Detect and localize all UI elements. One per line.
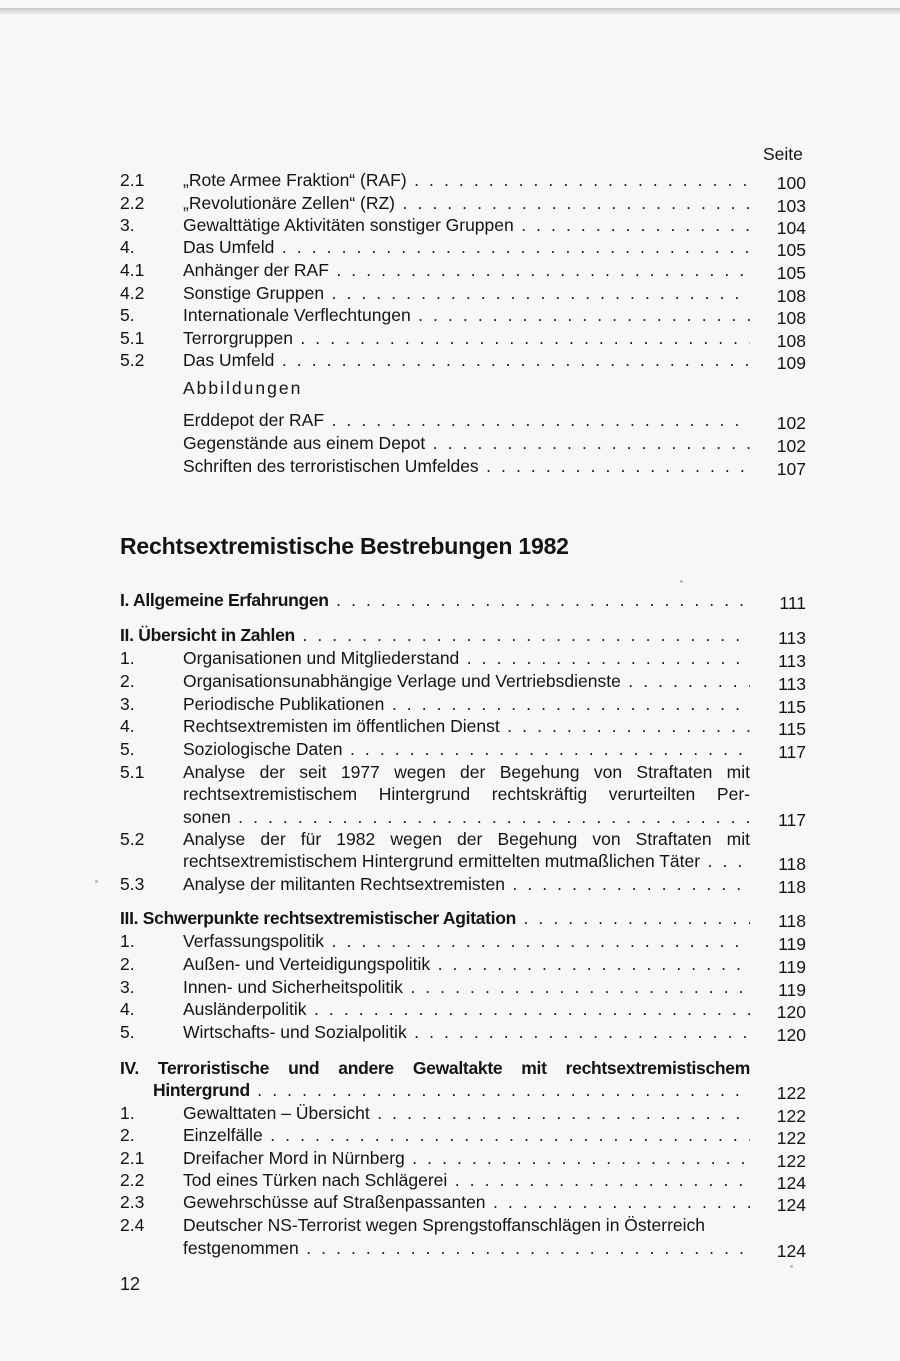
figure-title: Erddepot der RAF . . .	[183, 408, 750, 432]
figure-title: Gegenstände aus einem Depot . . .	[183, 431, 750, 455]
seite-column-header: Seite	[763, 144, 803, 164]
toc-entry[interactable]	[0, 1020, 900, 1044]
entry-page: 118	[778, 854, 806, 874]
entry-title: Organisationen und Mitgliederstand . . .	[183, 646, 750, 670]
entry-title: Das Umfeld . . .	[183, 348, 750, 372]
entry-title: Periodische Publikationen . . .	[183, 692, 750, 716]
entry-title: Tod eines Türken nach Schlägerei . . .	[183, 1168, 750, 1192]
entry-page: 103	[776, 196, 806, 216]
entry-page: 109	[776, 353, 806, 373]
entry-title: Das Umfeld . . .	[183, 235, 750, 259]
entry-page: 124	[776, 1241, 806, 1261]
entry-number: 2.3	[120, 1192, 145, 1212]
toc-entry[interactable]	[0, 737, 900, 761]
entry-number: 4.2	[120, 283, 145, 303]
entry-number: 2.	[120, 954, 135, 974]
entry-title: Gewehrschüsse auf Straßenpassanten . . .	[183, 1190, 750, 1214]
entry-title-line: Analyse der für 1982 wegen der Begehung von Straftaten mit	[183, 829, 750, 849]
page-number: 12	[120, 1274, 141, 1294]
entry-number: 3.	[120, 977, 135, 997]
section-title: Rechtsextremistische Bestrebungen 1982	[120, 533, 569, 559]
entry-title-line: rechtsextremistischem Hintergrund ermittelten mutmaßlichen Täter . . .	[183, 849, 750, 873]
entry-page: 119	[778, 934, 806, 954]
entry-number: 2.1	[120, 170, 145, 190]
entry-page: 124	[776, 1173, 806, 1193]
entry-number: 5.2	[120, 829, 145, 849]
entry-page: 124	[776, 1195, 806, 1215]
entry-title: Innen- und Sicherheitspolitik . . .	[183, 975, 750, 999]
figure-page: 102	[776, 436, 806, 456]
toc-entry[interactable]	[0, 213, 900, 237]
entry-number: 2.4	[120, 1215, 145, 1235]
toc-entry[interactable]	[0, 281, 900, 305]
figure-entry[interactable]	[0, 408, 900, 432]
entry-page: 119	[778, 980, 806, 1000]
toc-entry[interactable]	[0, 258, 900, 282]
entry-number: 2.	[120, 671, 135, 691]
toc-entry[interactable]	[0, 1123, 900, 1147]
entry-title: Analyse der militanten Rechtsextremisten . . .	[183, 872, 750, 896]
entry-title: Anhänger der RAF . . .	[183, 258, 750, 282]
toc-entry[interactable]	[0, 168, 900, 192]
entry-page: 105	[776, 240, 806, 260]
toc-entry[interactable]	[0, 1101, 900, 1125]
figure-title: Schriften des terroristischen Umfeldes . . .	[183, 454, 750, 478]
toc-entry[interactable]	[0, 646, 900, 670]
entry-number: 3.	[120, 694, 135, 714]
entry-title: Außen- und Verteidigungspolitik . . .	[183, 952, 750, 976]
entry-title: Verfassungspolitik . . .	[183, 929, 750, 953]
toc-entry-multiline[interactable]	[0, 1213, 900, 1237]
toc-entry[interactable]	[0, 952, 900, 976]
toc-entry-continuation[interactable]	[0, 849, 900, 873]
entry-page: 108	[776, 286, 806, 306]
abbildungen-heading: Abbildungen	[183, 378, 303, 398]
toc-entry[interactable]	[0, 1190, 900, 1214]
entry-title: Rechtsextremisten im öffentlichen Dienst . . .	[183, 714, 750, 738]
entry-page: 115	[778, 719, 806, 739]
entry-number: 4.1	[120, 260, 145, 280]
entry-title: Terrorgruppen . . .	[183, 326, 750, 350]
scan-speck	[95, 880, 98, 883]
entry-title: Gewalttätige Aktivitäten sonstiger Gruppen . . .	[183, 213, 750, 237]
entry-title: Wirtschafts- und Sozialpolitik . . .	[183, 1020, 750, 1044]
entry-page: 118	[778, 877, 806, 897]
scan-speck	[790, 1265, 793, 1268]
entry-title-line: rechtsextremistischem Hintergrund rechtskräftig verurteilten Per-	[183, 784, 750, 804]
entry-page: 115	[778, 697, 806, 717]
toc-entry[interactable]	[0, 929, 900, 953]
entry-number: 2.2	[120, 193, 145, 213]
entry-number: 5.	[120, 1022, 135, 1042]
entry-title: Internationale Verflechtungen . . .	[183, 303, 750, 327]
entry-title: Gewalttaten – Übersicht . . .	[183, 1101, 750, 1125]
entry-page: 108	[776, 331, 806, 351]
entry-title: Einzelfälle . . .	[183, 1123, 750, 1147]
entry-page: 104	[776, 218, 806, 238]
chapter-title-line: Hintergrund . . .	[153, 1078, 750, 1102]
toc-entry-continuation[interactable]	[0, 1236, 900, 1260]
entry-page: 119	[778, 957, 806, 977]
entry-page: 105	[776, 263, 806, 283]
entry-title: „Rote Armee Fraktion“ (RAF) . . .	[183, 168, 750, 192]
entry-number: 1.	[120, 1103, 135, 1123]
entry-page: 122	[776, 1106, 806, 1126]
entry-page: 117	[778, 742, 806, 762]
entry-page: 122	[776, 1083, 806, 1103]
toc-chapter-multiline[interactable]	[0, 1056, 900, 1080]
entry-page: 113	[778, 674, 806, 694]
toc-chapter[interactable]	[0, 906, 900, 930]
entry-number: 4.	[120, 237, 135, 257]
entry-page: 100	[776, 173, 806, 193]
entry-title: „Revolutionäre Zellen“ (RZ) . . .	[183, 191, 750, 215]
entry-title: Ausländerpolitik . . .	[183, 997, 750, 1021]
toc-entry[interactable]	[0, 714, 900, 738]
toc-entry-multiline[interactable]	[0, 760, 900, 784]
entry-title-line: Analyse der seit 1977 wegen der Begehung von Straftaten mit	[183, 762, 750, 782]
entry-page: 122	[776, 1128, 806, 1148]
entry-page: 120	[776, 1025, 806, 1045]
chapter-title-line: IV. Terroristische und andere Gewaltakte mit rechtsextremistischem	[120, 1058, 750, 1078]
toc-entry[interactable]	[0, 669, 900, 693]
scan-speck	[680, 580, 683, 583]
entry-number: 5.1	[120, 762, 145, 782]
toc-chapter[interactable]	[0, 588, 900, 612]
toc-entry[interactable]	[0, 997, 900, 1021]
entry-number: 5.1	[120, 328, 145, 348]
toc-entry[interactable]	[0, 1168, 900, 1192]
toc-entry[interactable]	[0, 191, 900, 215]
toc-entry[interactable]	[0, 303, 900, 327]
toc-chapter[interactable]	[0, 623, 900, 647]
entry-page: 108	[776, 308, 806, 328]
toc-entry[interactable]	[0, 872, 900, 896]
entry-number: 4.	[120, 999, 135, 1019]
entry-title: Soziologische Daten . . .	[183, 737, 750, 761]
toc-entry[interactable]	[0, 235, 900, 259]
entry-page: 113	[778, 628, 806, 648]
toc-entry-continuation[interactable]	[0, 805, 900, 829]
scan-top-edge	[0, 8, 900, 14]
chapter-title: III. Schwerpunkte rechtsextremistischer Agitation . . .	[120, 906, 750, 930]
figure-page: 107	[776, 459, 806, 479]
entry-title-line: Deutscher NS-Terrorist wegen Sprengstoffanschlägen in Österreich	[183, 1215, 706, 1235]
toc-entry[interactable]	[0, 326, 900, 350]
chapter-title: I. Allgemeine Erfahrungen . . .	[120, 588, 750, 612]
chapter-title: II. Übersicht in Zahlen . . .	[120, 623, 750, 647]
entry-title: Organisationsunabhängige Verlage und Vertriebsdienste . . .	[183, 669, 750, 693]
entry-title: Sonstige Gruppen . . .	[183, 281, 750, 305]
entry-number: 2.2	[120, 1170, 145, 1190]
entry-title-line: sonen . . .	[183, 805, 750, 829]
entry-number: 1.	[120, 931, 135, 951]
entry-page: 117	[778, 810, 806, 830]
entry-number: 5.2	[120, 350, 145, 370]
entry-number: 3.	[120, 215, 135, 235]
figure-entry[interactable]	[0, 431, 900, 455]
entry-page: 120	[776, 1002, 806, 1022]
entry-number: 5.	[120, 739, 135, 759]
entry-page: 111	[779, 593, 806, 613]
toc-entry-multiline[interactable]	[0, 827, 900, 851]
entry-title-line: festgenommen . . .	[183, 1236, 750, 1260]
toc-entry[interactable]	[0, 348, 900, 372]
entry-number: 5.	[120, 305, 135, 325]
figure-page: 102	[776, 413, 806, 433]
figure-entry[interactable]	[0, 454, 900, 478]
entry-number: 4.	[120, 716, 135, 736]
entry-number: 1.	[120, 648, 135, 668]
entry-page: 118	[778, 911, 806, 931]
entry-number: 2.	[120, 1125, 135, 1145]
toc-entry[interactable]	[0, 1146, 900, 1170]
entry-page: 122	[776, 1151, 806, 1171]
toc-entry-continuation	[0, 782, 900, 806]
toc-entry[interactable]	[0, 692, 900, 716]
toc-entry[interactable]	[0, 975, 900, 999]
entry-number: 2.1	[120, 1148, 145, 1168]
entry-number: 5.3	[120, 874, 145, 894]
entry-title: Dreifacher Mord in Nürnberg . . .	[183, 1146, 750, 1170]
entry-page: 113	[778, 651, 806, 671]
toc-chapter-continuation[interactable]	[0, 1078, 900, 1102]
